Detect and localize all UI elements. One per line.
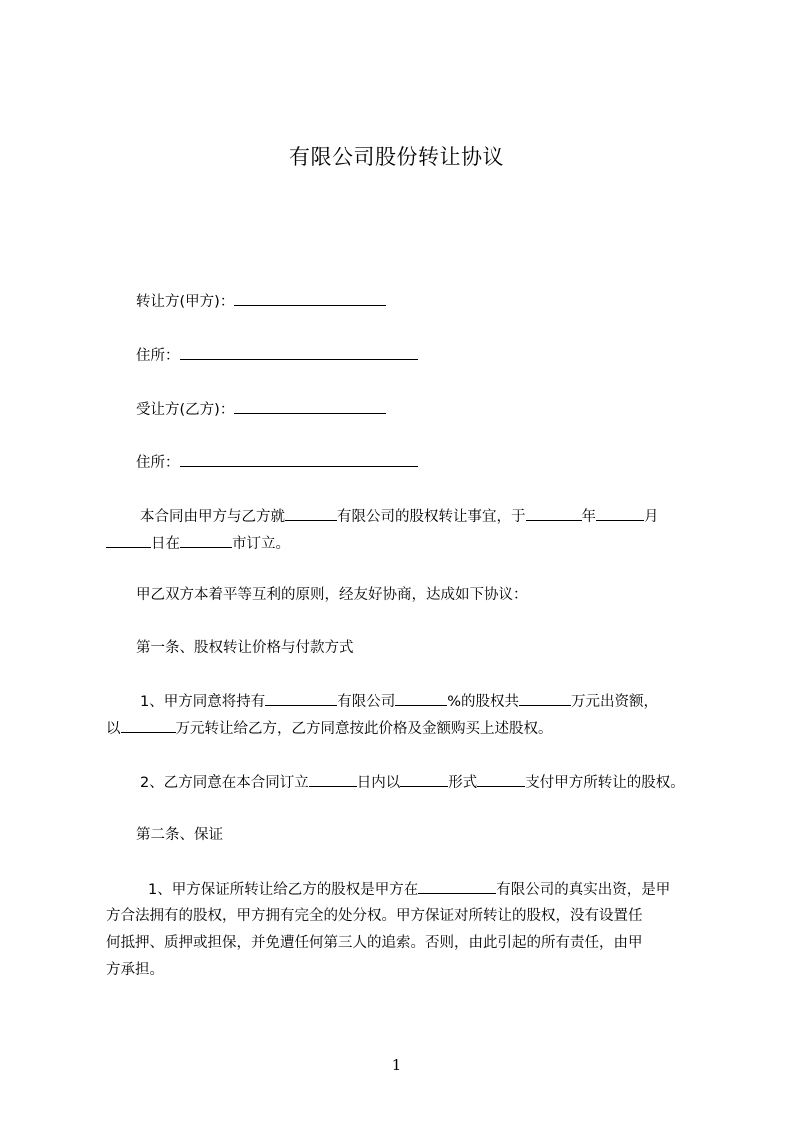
transferee-address-label: 住所： (136, 455, 180, 471)
transferee-label: 受让方(乙方)： (136, 402, 235, 418)
a2c1-company-blank (418, 879, 496, 894)
transferee-blank (234, 399, 386, 414)
a2c1-text-1: 1、甲方保证所转让给乙方的股权是甲方在 (148, 882, 419, 898)
day-blank (106, 533, 151, 548)
article2-heading: 第二条、保证 (136, 827, 223, 843)
intro-text-3: 年 (581, 509, 596, 525)
a1c1-text-5: 以 (106, 721, 121, 737)
intro-text-1: 本合同由甲方与乙方就 (140, 509, 285, 525)
a1c1-price-blank (121, 718, 176, 733)
company-blank (285, 506, 337, 521)
intro-text-6: 市订立。 (232, 536, 290, 552)
transferee-address-line (136, 452, 418, 473)
a1c1-text-4: 万元出资额， (571, 694, 659, 710)
transferor-address-label: 住所： (136, 348, 180, 364)
transferor-line (136, 291, 386, 312)
a1c2-days-blank (309, 772, 357, 787)
city-blank (180, 533, 232, 548)
transferor-address-blank (180, 345, 418, 360)
article2-clause1-line4: 方承担。 (106, 962, 164, 978)
article1-clause1-line1 (140, 691, 658, 712)
month-blank (596, 506, 644, 521)
transferee-address-blank (180, 452, 418, 467)
transferor-label: 转让方(甲方)： (136, 294, 235, 310)
a1c1-amount-blank (519, 691, 571, 706)
article2-clause1-line2: 方合法拥有的股权，甲方拥有完全的处分权。甲方保证对所转让的股权，没有设置任 (106, 908, 643, 924)
article1-clause2 (140, 772, 685, 793)
a1c1-text-6: 万元转让给乙方，乙方同意按此价格及金额购买上述股权。 (175, 721, 553, 737)
a1c2-text-4: 支付甲方所转让的股权。 (525, 775, 685, 791)
intro-text-4: 月 (644, 509, 659, 525)
page-number: 1 (391, 1056, 402, 1074)
a1c1-text-2: 有限公司 (337, 694, 396, 710)
year-blank (526, 506, 582, 521)
document-title: 有限公司股份转让协议 (289, 145, 504, 169)
a1c1-text-3: %的股权共 (447, 694, 520, 710)
transferor-address-line (136, 345, 418, 366)
article1-clause1-line2 (106, 718, 553, 739)
article2-clause1-line3: 何抵押、质押或担保，并免遭任何第三人的追索。否则，由此引起的所有责任，由甲 (106, 935, 643, 951)
a1c1-holder-blank (265, 691, 337, 706)
intro-text-5: 日在 (151, 536, 180, 552)
intro-line-2 (106, 533, 290, 554)
a1c1-percent-blank (395, 691, 447, 706)
agreement-intro: 甲乙双方本着平等互利的原则，经友好协商，达成如下协议： (136, 587, 528, 603)
intro-text-2: 有限公司的股权转让事宜，于 (337, 509, 526, 525)
article1-heading: 第一条、股权转让价格与付款方式 (136, 640, 354, 656)
article2-clause1-line1 (148, 879, 670, 900)
a1c2-text-1: 2、乙方同意在本合同订立 (140, 775, 309, 791)
transferee-line (136, 399, 386, 420)
a2c1-text-2: 有限公司的真实出资，是甲 (496, 882, 671, 898)
a1c1-text-1: 1、甲方同意将持有 (140, 694, 266, 710)
a1c2-text-3: 形式 (448, 775, 478, 791)
a1c2-text-2: 日内以 (356, 775, 401, 791)
a1c2-pay-blank (477, 772, 525, 787)
intro-line-1 (140, 506, 659, 527)
a1c2-form-blank (400, 772, 448, 787)
transferor-blank (234, 291, 386, 306)
